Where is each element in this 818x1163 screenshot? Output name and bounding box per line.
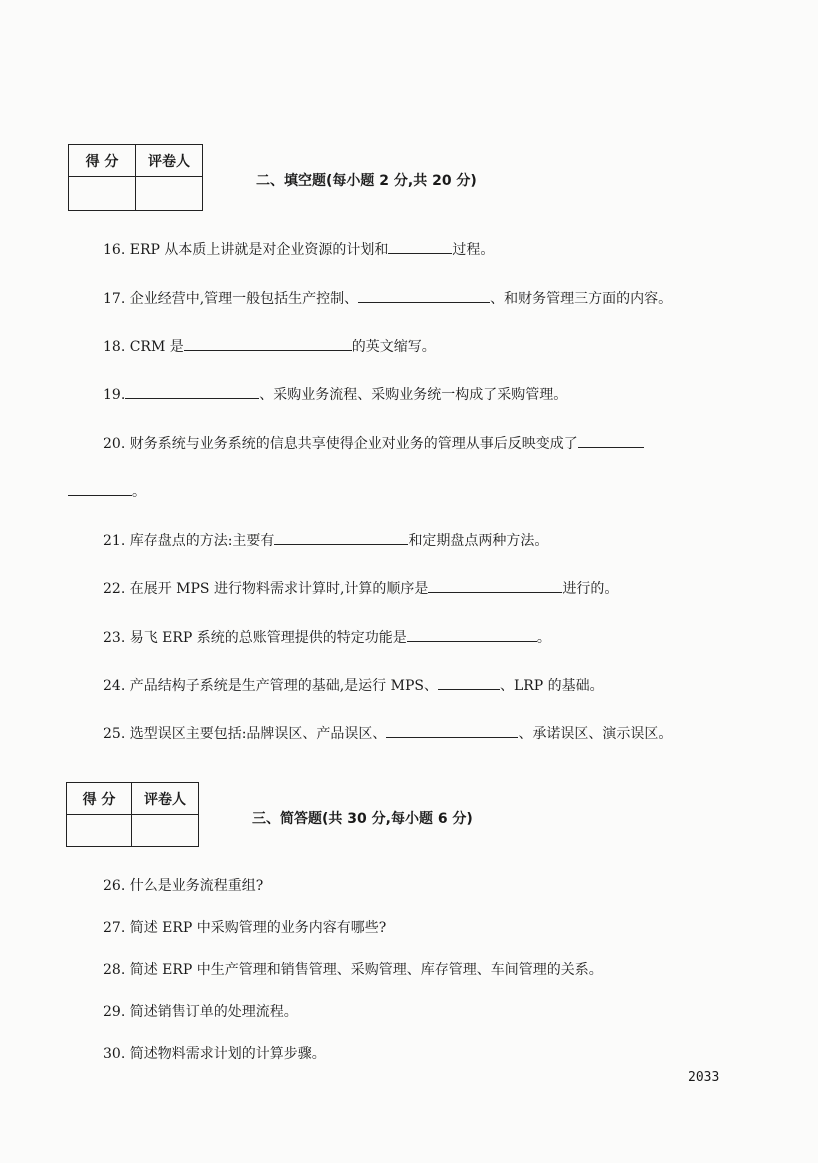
section3-title: 三、简答题(共 30 分,每小题 6 分) [252, 811, 473, 827]
question-number: 16. [103, 242, 126, 258]
question-number: 23. [103, 630, 126, 646]
question-20 [103, 433, 644, 454]
question-20-continued [68, 481, 146, 502]
question-number: 28. [103, 962, 126, 978]
question-28 [103, 960, 603, 980]
question-26 [103, 876, 263, 896]
question-text: ERP 从本质上讲就是对企业资源的计划和 [129, 242, 389, 258]
answer-blank[interactable] [388, 239, 452, 254]
question-text-after: 进行的。 [562, 581, 619, 597]
answer-blank[interactable] [578, 433, 644, 448]
question-18 [103, 336, 436, 357]
question-number: 26. [103, 878, 126, 894]
answer-blank[interactable] [438, 675, 500, 690]
score-table-section3 [66, 782, 199, 847]
question-number: 25. [103, 726, 126, 742]
question-text: 简述 ERP 中生产管理和销售管理、采购管理、库存管理、车间管理的关系。 [129, 962, 603, 978]
score-label: 得 分 [69, 145, 136, 177]
question-30 [103, 1044, 326, 1064]
answer-blank[interactable] [125, 384, 259, 399]
question-number: 21. [103, 533, 126, 549]
score-cell [67, 815, 132, 847]
question-text-after: 、和财务管理三方面的内容。 [490, 291, 673, 307]
question-25 [103, 723, 672, 744]
question-text: 财务系统与业务系统的信息共享使得企业对业务的管理从事后反映变成了 [129, 436, 578, 452]
answer-blank-continued[interactable] [68, 481, 132, 496]
question-number: 22. [103, 581, 126, 597]
answer-blank[interactable] [184, 336, 352, 351]
question-text-after: 。 [536, 630, 551, 646]
question-19 [103, 384, 567, 405]
question-number: 27. [103, 920, 126, 936]
question-text-after: 、承诺误区、演示误区。 [518, 726, 673, 742]
question-text: 易飞 ERP 系统的总账管理提供的特定功能是 [129, 630, 407, 646]
question-29 [103, 1002, 298, 1022]
answer-blank[interactable] [428, 578, 562, 593]
grader-cell [132, 815, 199, 847]
question-number: 18. [103, 339, 126, 355]
question-text: 产品结构子系统是生产管理的基础,是运行 MPS、 [129, 678, 438, 694]
question-text: CRM 是 [129, 339, 184, 355]
question-number: 30. [103, 1046, 126, 1062]
grader-label: 评卷人 [132, 783, 199, 815]
question-21 [103, 530, 548, 551]
page-code: 2033 [688, 1070, 720, 1085]
question-16 [103, 239, 494, 260]
answer-blank[interactable] [358, 288, 490, 303]
question-number: 20. [103, 436, 126, 452]
question-17 [103, 288, 672, 309]
question-number: 24. [103, 678, 126, 694]
score-label: 得 分 [67, 783, 132, 815]
question-22 [103, 578, 618, 599]
score-table-section2 [68, 144, 203, 211]
answer-blank[interactable] [386, 723, 518, 738]
question-text-after: 和定期盘点两种方法。 [408, 533, 549, 549]
question-27 [103, 918, 386, 938]
question-text: 选型误区主要包括:品牌误区、产品误区、 [129, 726, 387, 742]
question-text-after: 的英文缩写。 [351, 339, 436, 355]
question-text: 简述物料需求计划的计算步骤。 [129, 1046, 326, 1062]
section2-title: 二、填空题(每小题 2 分,共 20 分) [256, 173, 477, 189]
question-text: 企业经营中,管理一般包括生产控制、 [129, 291, 359, 307]
question-23 [103, 627, 551, 648]
score-cell [69, 177, 136, 211]
question-number: 29. [103, 1004, 126, 1020]
question-number: 17. [103, 291, 126, 307]
answer-blank[interactable] [407, 627, 537, 642]
question-text-after: 、采购业务流程、采购业务统一构成了采购管理。 [259, 387, 568, 403]
question-text-after: 、LRP 的基础。 [499, 678, 604, 694]
question-text: 在展开 MPS 进行物料需求计算时,计算的顺序是 [129, 581, 429, 597]
answer-blank[interactable] [274, 530, 408, 545]
question-text: 简述销售订单的处理流程。 [129, 1004, 298, 1020]
question-number: 19. [103, 387, 126, 403]
question-24 [103, 675, 604, 696]
question-text-after: 。 [132, 484, 146, 500]
question-text: 库存盘点的方法:主要有 [129, 533, 275, 549]
grader-cell [136, 177, 203, 211]
question-text-after: 过程。 [452, 242, 495, 258]
question-text: 简述 ERP 中采购管理的业务内容有哪些? [129, 920, 387, 936]
grader-label: 评卷人 [136, 145, 203, 177]
question-text: 什么是业务流程重组? [129, 878, 264, 894]
